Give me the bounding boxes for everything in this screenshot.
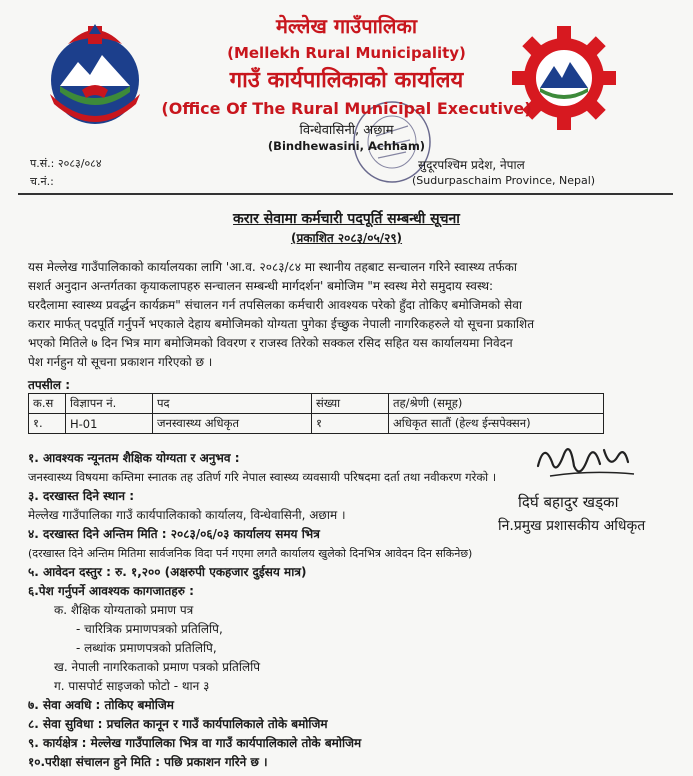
col-header-count: संख्या [312,394,389,414]
section-exam-date: १०.परीक्षा संचालन हुने मिति : पछि प्रकाशन गरिने छ । [28,755,268,769]
cell-sn: १. [29,414,66,434]
section-deadline: ४. दरखास्त दिने अन्तिम मिति : २०८३/०६/०३ कार्यालय समय भित्र [28,527,320,541]
cell-level: अधिकृत सातौं (हेल्थ ईन्सपेक्सन) [389,414,604,434]
province-en: (Sudurpaschaim Province, Nepal) [412,174,596,187]
municipality-name-np: मेल्लेख गाउँपालिका [275,14,418,38]
notice-published-date: (प्रकाशित २०८३/०५/२९) [290,231,403,245]
details-label: तपसील : [28,378,70,392]
col-header-level: तह/श्रेणी (समूह) [389,394,604,414]
signatory-designation: नि.प्रमुख प्रशासकीय अधिकृत [498,518,646,534]
col-header-post: पद [153,394,312,414]
paragraph-line: यस मेल्लेख गाउँपालिकाको कार्यालयका लागि 'आ.व. २०८३/८४ मा स्थानीय तहबाट सन्चालन गरिने स्वास्थ्य तर्फका [28,260,517,274]
paragraph-line: सशर्त अनुदान अन्तर्गतका कृयाकलापहरु सन्चालन सम्बन्धी मार्गदर्शन' बमोजिम "म स्वस्थ मेरो समुदाय स्वस्थ: [28,279,494,293]
doc-item-b: ख. नेपाली नागरिकताको प्रमाण पत्रको प्रतिलिपि [54,660,261,674]
table-header-row [29,394,604,414]
reference-number: प.सं.: २०८३/०८४ [30,157,102,170]
dispatch-number: च.नं.: [30,175,54,188]
province-np: सुदूरपश्चिम प्रदेश, नेपाल [418,158,525,172]
section-work-area: ९. कार्यक्षेत्र : मेल्लेख गाउँपालिका भित्र वा गाउँ कार्यपालिकाले तोके बमोजिम [28,736,362,750]
cell-count: १ [312,414,389,434]
section-deadline-note: (दरखास्त दिने अन्तिम मितिमा सार्वजनिक विदा पर्न गएमा लगतै कार्यालय खुलेको दिनभित्र आवेदन दिन सकिनेछ) [28,547,473,560]
paragraph-line: घरदैलामा स्वास्थ्य प्रवर्द्धन कार्यक्रम" संचालन गर्न तपसिलका कर्मचारी आवश्यक परेको हुँदा तोकिए बमोजिमको सेवा [28,298,522,312]
paragraph-line: भएको मितिले ७ दिन भित्र माग बमोजिमको विवरण र राजस्व तिरेको सक्कल रसिद सहित यस कार्यालयमा निवेदन [28,336,513,350]
paragraph-line: करार मार्फत् पदपूर्ति गर्नुपर्ने भएकाले देहाय बमोजिमको योग्यता पुगेका ईच्छुक नेपाली नागरिकहरुले यो सूचना प्रकाशित [28,317,535,331]
section-qualification-title: १. आवश्यक न्यूनतम शैक्षिक योग्यता र अनुभव : [28,451,240,465]
posts-table [28,393,604,434]
col-header-sn: क.स [29,394,66,414]
doc-item-a2: - लब्धांक प्रमाणपत्रको प्रतिलिपि, [76,641,217,655]
section-documents-title: ६.पेश गर्नुपर्ने आवश्यक कागजातहरु : [28,584,194,598]
doc-item-a1: - चारित्रिक प्रमाणपत्रको प्रतिलिपि, [76,622,223,636]
section-qualification-text: जनस्वास्थ्य विषयमा कम्तिमा स्नातक तह उतिर्ण गरि नेपाल स्वास्थ्य व्यवसायी परिषदमा दर्ता तथा नवीकरण गरेको । [28,470,497,484]
handwritten-signature [530,436,640,488]
address-en: (Bindhewasini, Achham) [267,139,426,153]
notice-title: करार सेवामा कर्मचारी पदपूर्ति सम्बन्धी सूचना [233,211,460,227]
office-name-np: गाउँ कार्यपालिकाको कार्यालय [229,68,464,93]
signatory-name: दिर्घ बहादुर खड्का [518,493,619,511]
section-place-title: ३. दरखास्त दिने स्थान : [28,489,135,503]
address-np: विन्धेवासिनी, अछाम [299,123,394,138]
section-service-facility: ८. सेवा सुविधा : प्रचलित कानून र गाउँ कार्यपालिकाले तोके बमोजिम [28,717,328,731]
table-row [29,414,604,434]
office-name-en: (Office Of The Rural Municipal Executive) [161,99,532,118]
doc-item-c: ग. पासपोर्ट साइजको फोटो - थान ३ [54,679,210,693]
doc-item-a: क. शैक्षिक योग्यताको प्रमाण पत्र [54,603,194,617]
municipality-name-en: (Mellekh Rural Municipality) [227,44,466,62]
notice-paragraph [28,258,668,372]
col-header-ad-no: विज्ञापन नं. [66,394,153,414]
cell-ad-no: H-01 [66,414,153,434]
header-divider [18,193,673,195]
paragraph-line: पेश गर्नहुन यो सूचना प्रकाशन गरिएको छ । [28,355,213,369]
cell-post: जनस्वास्थ्य अधिकृत [153,414,312,434]
section-service-period: ७. सेवा अवधि : तोकिए बमोजिम [28,698,174,712]
section-fee: ५. आवेदन दस्तुर : रु. १,२०० (अक्षरुपी एकहजार दुईसय मात्र) [28,565,307,579]
section-place-text: मेल्लेख गाउँपालिका गाउँ कार्यपालिकाको कार्यालय, विन्धेवासिनी, अछाम । [28,508,346,522]
